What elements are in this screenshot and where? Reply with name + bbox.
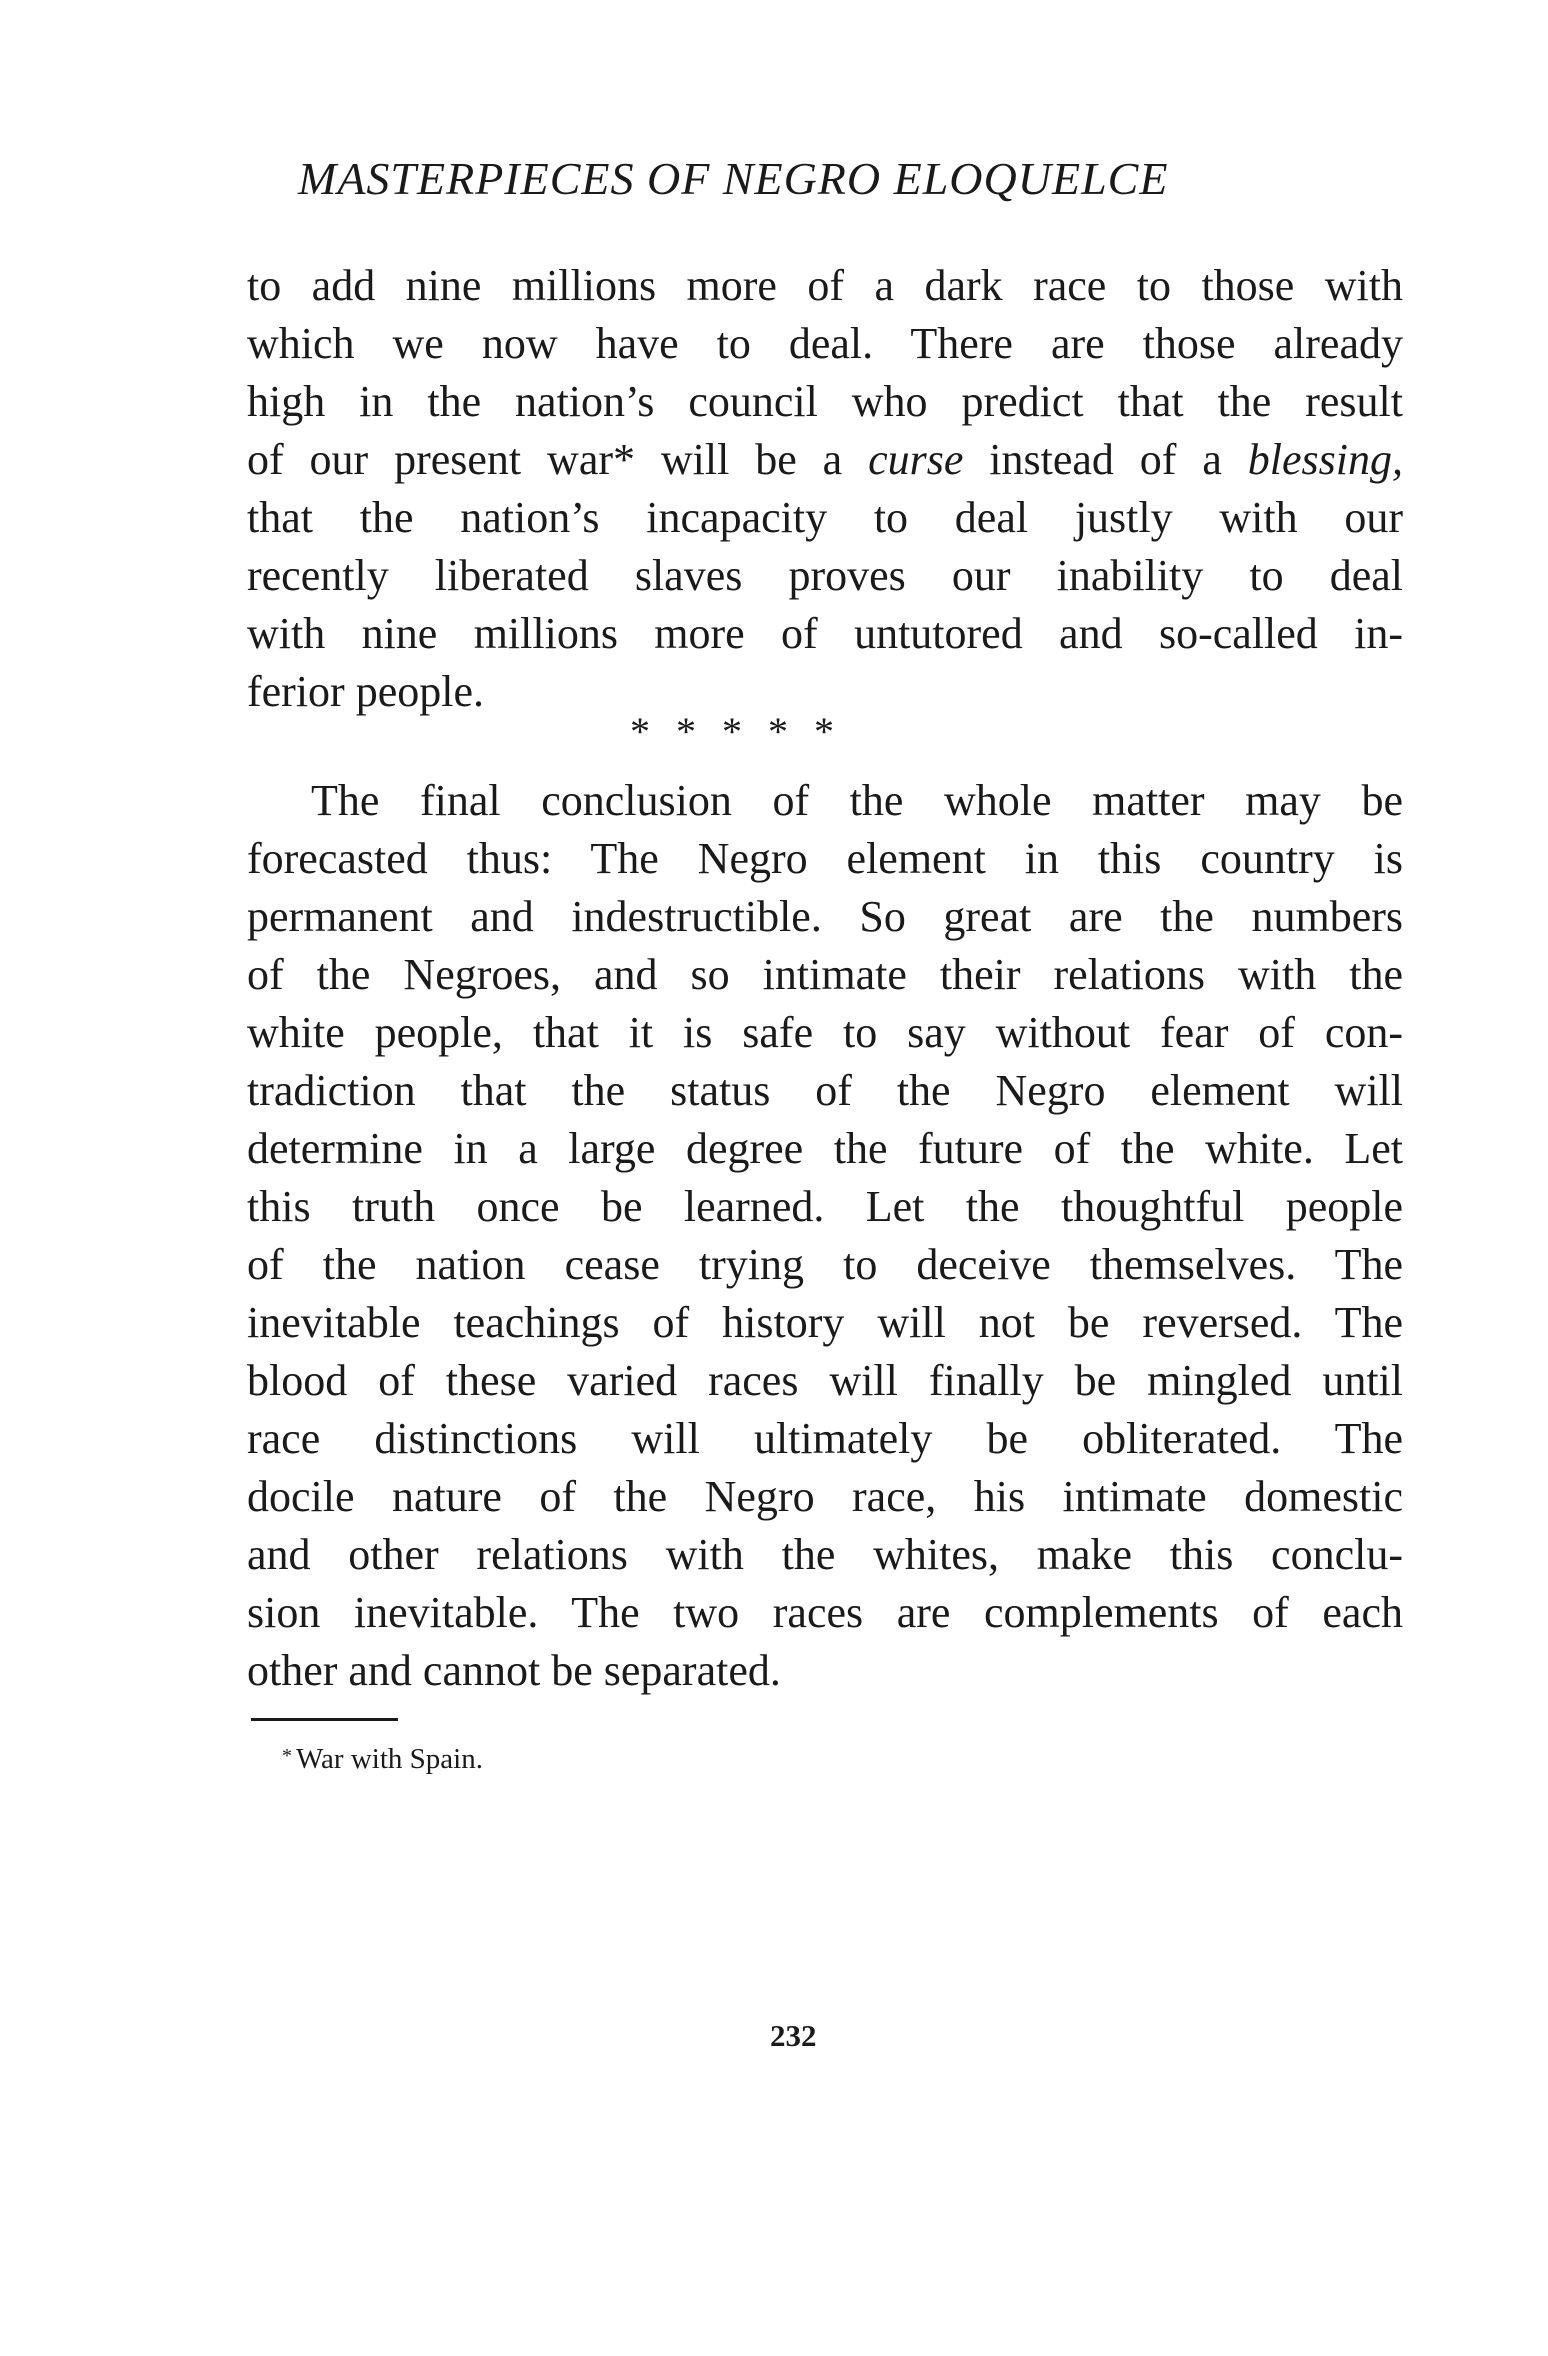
footnote-mark: * bbox=[282, 1745, 292, 1767]
text-line: tradiction that the status of the Negro element will bbox=[247, 1066, 1403, 1115]
text-line: permanent and indestructible. So great are the numbers bbox=[247, 892, 1403, 941]
paragraph-2 bbox=[247, 772, 1403, 1700]
text-line: inevitable teachings of history will not be reversed. The bbox=[247, 1298, 1403, 1347]
text-line: sion inevitable. The two races are complements of each bbox=[247, 1588, 1403, 1637]
paragraph-1 bbox=[247, 257, 1403, 721]
text-line: white people, that it is safe to say without fear of con- bbox=[247, 1008, 1403, 1057]
text-line: docile nature of the Negro race, his intimate domestic bbox=[247, 1472, 1403, 1521]
text-line: and other relations with the whites, make this conclu- bbox=[247, 1530, 1403, 1579]
emphasis-blessing: blessing, bbox=[1247, 435, 1404, 484]
footnote-rule bbox=[251, 1718, 398, 1721]
footnote-text: War with Spain. bbox=[296, 1743, 483, 1775]
text-line: race distinctions will ultimately be obliterated. The bbox=[247, 1414, 1403, 1463]
text-line: high in the nation’s council who predict that the result bbox=[247, 377, 1403, 426]
text-fragment: instead of a bbox=[963, 435, 1248, 484]
text-line: this truth once be learned. Let the thoughtful people bbox=[247, 1182, 1403, 1231]
text-line: with nine millions more of untutored and so-called in- bbox=[247, 609, 1403, 658]
text-line: forecasted thus: The Negro element in this country is bbox=[247, 834, 1403, 883]
text-line: The final conclusion of the whole matter may be bbox=[311, 776, 1403, 825]
text-line: of the nation cease trying to deceive themselves. The bbox=[247, 1240, 1403, 1289]
text-line: to add nine millions more of a dark race to those with bbox=[247, 261, 1403, 310]
text-line: other and cannot be separated. bbox=[247, 1646, 781, 1695]
text-line: which we now have to deal. There are those already bbox=[247, 319, 1403, 368]
text-line: of the Negroes, and so intimate their relations with the bbox=[247, 950, 1403, 999]
text-line: that the nation’s incapacity to deal justly with our bbox=[247, 493, 1403, 542]
text-line: ferior people. bbox=[247, 667, 484, 716]
text-line: determine in a large degree the future of the white. Let bbox=[247, 1124, 1403, 1173]
text-fragment: of our present war* will be a bbox=[247, 435, 869, 484]
text-line-with-emphasis bbox=[247, 431, 1403, 489]
text-line: blood of these varied races will finally be mingled until bbox=[247, 1356, 1403, 1405]
section-break-asterisks: ***** bbox=[630, 709, 860, 754]
footnote bbox=[282, 1743, 483, 1776]
running-head: MASTERPIECES OF NEGRO ELOQUELCE bbox=[298, 153, 1169, 204]
emphasis-curse: curse bbox=[868, 435, 964, 484]
text-line: recently liberated slaves proves our inability to deal bbox=[247, 551, 1403, 600]
page-number: 232 bbox=[770, 2018, 817, 2053]
